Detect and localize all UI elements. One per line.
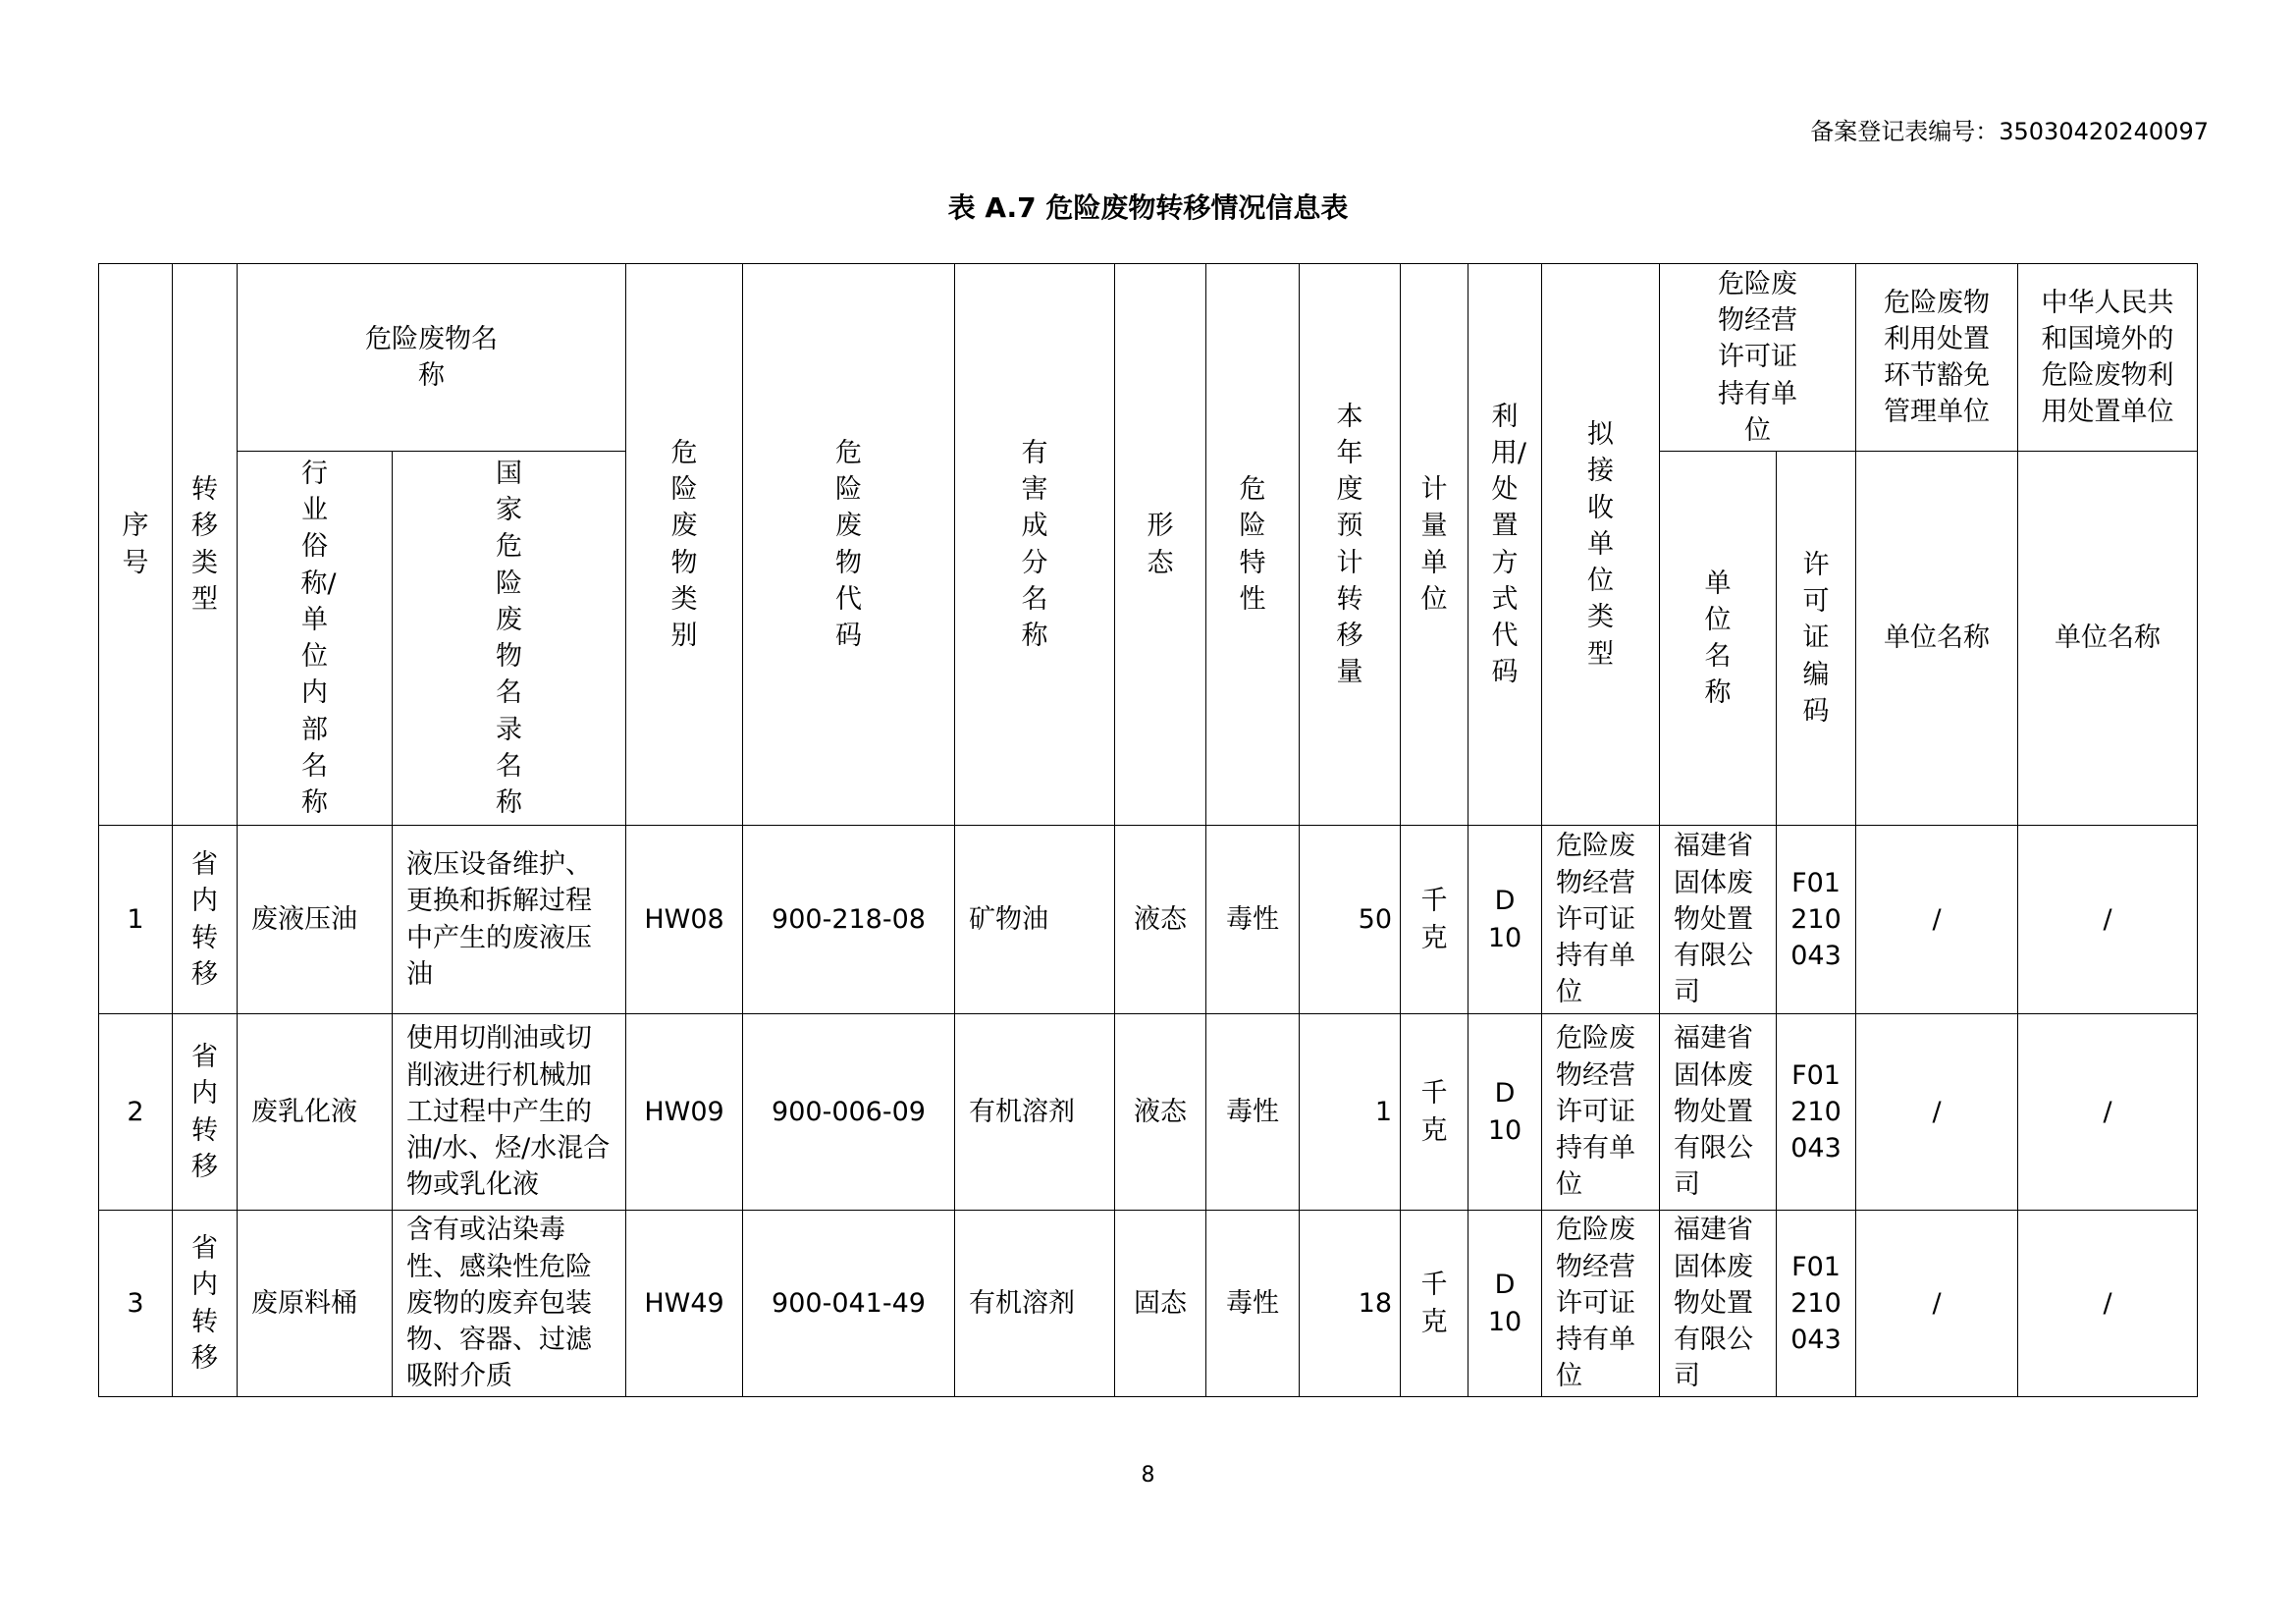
- cell-foreign-name: /: [2018, 1014, 2198, 1211]
- header-form: 形态: [1115, 264, 1206, 826]
- hazardous-waste-transfer-table: [98, 263, 2198, 1397]
- header-national-name: 国家危险废物名录名称: [393, 452, 626, 826]
- table-row: [99, 1211, 2198, 1397]
- cell-holder-name: 福建省固体废物处置有限公司: [1660, 1014, 1777, 1211]
- cell-exempt-name: /: [1856, 1211, 2018, 1397]
- cell-license-code: F01210043: [1777, 1014, 1856, 1211]
- header-holder-name: 单位名称: [1660, 452, 1777, 826]
- cell-seq: 1: [99, 826, 173, 1014]
- header-seq: 序号: [99, 264, 173, 826]
- cell-foreign-name: /: [2018, 826, 2198, 1014]
- cell-national-name: 液压设备维护、更换和拆解过程中产生的废液压油: [393, 826, 626, 1014]
- table-row: [99, 1014, 2198, 1211]
- cell-receiver-type: 危险废物经营许可证持有单位: [1542, 1211, 1660, 1397]
- header-common-name: 行业俗称/单位内部名称: [238, 452, 393, 826]
- cell-method: D10: [1468, 826, 1542, 1014]
- cell-component: 有机溶剂: [955, 1211, 1115, 1397]
- cell-method: D10: [1468, 1014, 1542, 1211]
- header-waste-name: 危险废物名称: [238, 264, 626, 452]
- cell-seq: 3: [99, 1211, 173, 1397]
- header-exempt-unit: 危险废物利用处置环节豁免管理单位: [1856, 264, 2018, 452]
- header-component: 有害成分名称: [955, 264, 1115, 826]
- cell-category: HW49: [626, 1211, 743, 1397]
- cell-form: 固态: [1115, 1211, 1206, 1397]
- record-number: 备案登记表编号：35030420240097: [1810, 118, 2209, 145]
- cell-license-code: F01210043: [1777, 1211, 1856, 1397]
- cell-exempt-name: /: [1856, 1014, 2018, 1211]
- header-transfer-type: 转移类型: [173, 264, 238, 826]
- cell-transfer-type: 省内转移: [173, 1014, 238, 1211]
- cell-receiver-type: 危险废物经营许可证持有单位: [1542, 826, 1660, 1014]
- cell-property: 毒性: [1206, 1211, 1300, 1397]
- cell-holder-name: 福建省固体废物处置有限公司: [1660, 826, 1777, 1014]
- page-number: 8: [1141, 1463, 1155, 1488]
- cell-unit: 千克: [1401, 1211, 1468, 1397]
- cell-common-name: 废乳化液: [238, 1014, 393, 1211]
- header-foreign-unit: 中华人民共和国境外的危险废物利用处置单位: [2018, 264, 2198, 452]
- header-category: 危险废物类别: [626, 264, 743, 826]
- cell-code: 900-006-09: [743, 1014, 955, 1211]
- cell-code: 900-218-08: [743, 826, 955, 1014]
- cell-component: 有机溶剂: [955, 1014, 1115, 1211]
- cell-category: HW09: [626, 1014, 743, 1211]
- cell-form: 液态: [1115, 1014, 1206, 1211]
- cell-form: 液态: [1115, 826, 1206, 1014]
- cell-license-code: F01210043: [1777, 826, 1856, 1014]
- header-unit: 计量单位: [1401, 264, 1468, 826]
- cell-category: HW08: [626, 826, 743, 1014]
- header-property: 危险特性: [1206, 264, 1300, 826]
- cell-amount: 50: [1300, 826, 1401, 1014]
- cell-seq: 2: [99, 1014, 173, 1211]
- header-method: 利用/处置方式代码: [1468, 264, 1542, 826]
- header-receiver-type: 拟接收单位类型: [1542, 264, 1660, 826]
- cell-unit: 千克: [1401, 1014, 1468, 1211]
- header-code: 危险废物代码: [743, 264, 955, 826]
- cell-transfer-type: 省内转移: [173, 826, 238, 1014]
- header-license-holder: 危险废物经营许可证持有单位: [1660, 264, 1856, 452]
- cell-national-name: 使用切削油或切削液进行机械加工过程中产生的油/水、烃/水混合物或乳化液: [393, 1014, 626, 1211]
- cell-unit: 千克: [1401, 826, 1468, 1014]
- cell-amount: 18: [1300, 1211, 1401, 1397]
- cell-code: 900-041-49: [743, 1211, 955, 1397]
- header-amount: 本年度预计转移量: [1300, 264, 1401, 826]
- header-license-code: 许可证编码: [1777, 452, 1856, 826]
- header-foreign-name: 单位名称: [2018, 452, 2198, 826]
- cell-exempt-name: /: [1856, 826, 2018, 1014]
- cell-foreign-name: /: [2018, 1211, 2198, 1397]
- cell-holder-name: 福建省固体废物处置有限公司: [1660, 1211, 1777, 1397]
- table-row: [99, 826, 2198, 1014]
- cell-receiver-type: 危险废物经营许可证持有单位: [1542, 1014, 1660, 1211]
- cell-transfer-type: 省内转移: [173, 1211, 238, 1397]
- cell-method: D10: [1468, 1211, 1542, 1397]
- cell-common-name: 废原料桶: [238, 1211, 393, 1397]
- header-exempt-name: 单位名称: [1856, 452, 2018, 826]
- cell-amount: 1: [1300, 1014, 1401, 1211]
- table-title: 表 A.7 危险废物转移情况信息表: [947, 191, 1349, 224]
- header-row: [99, 264, 2198, 452]
- cell-component: 矿物油: [955, 826, 1115, 1014]
- cell-national-name: 含有或沾染毒性、感染性危险废物的废弃包装物、容器、过滤吸附介质: [393, 1211, 626, 1397]
- cell-property: 毒性: [1206, 826, 1300, 1014]
- cell-common-name: 废液压油: [238, 826, 393, 1014]
- cell-property: 毒性: [1206, 1014, 1300, 1211]
